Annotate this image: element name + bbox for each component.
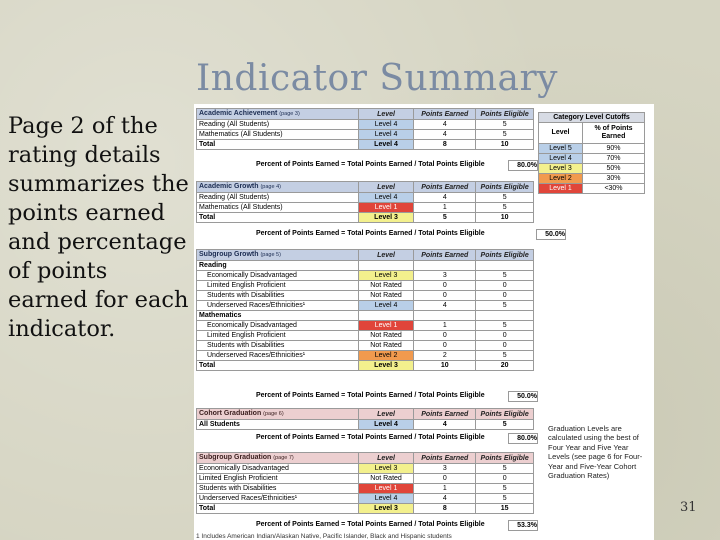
percent-value: 53.3% xyxy=(508,520,538,531)
table-row: Reading (All Students) Level 4 4 5 xyxy=(197,120,534,130)
level-badge: Level 2 xyxy=(539,174,583,184)
table-header: Subgroup Growth (page 5) Level Points Earned Points Eligible xyxy=(197,250,534,261)
level-badge: Not Rated xyxy=(358,291,413,301)
subgroup-growth-table xyxy=(196,249,534,371)
table-row: Economically Disadvantaged Level 3 3 5 xyxy=(197,271,534,281)
table-row: Economically Disadvantaged Level 3 3 5 xyxy=(197,464,534,474)
level-badge: Not Rated xyxy=(358,341,413,351)
percent-value: 50.0% xyxy=(536,229,566,240)
level-badge: Level 4 xyxy=(358,130,413,140)
level-badge: Level 3 xyxy=(358,213,413,223)
level-badge: Level 3 xyxy=(358,361,413,371)
percent-row: Percent of Points Earned = Total Points Earned / Total Points Eligible 50.0% xyxy=(256,230,565,238)
section-title: Academic Growth (page 4) xyxy=(197,182,359,193)
level-badge: Level 4 xyxy=(358,140,413,150)
table-row: Level 5 90% xyxy=(539,144,645,154)
table-row: Underserved Races/Ethnicities¹ Level 4 4 5 xyxy=(197,494,534,504)
table-row: Limited English Proficient Not Rated 0 0 xyxy=(197,474,534,484)
table-row: Level 4 70% xyxy=(539,154,645,164)
level-badge: Level 4 xyxy=(358,120,413,130)
table-row: Students with Disabilities Not Rated 0 0 xyxy=(197,341,534,351)
academic-achievement-table xyxy=(196,108,534,150)
level-badge: Level 2 xyxy=(358,351,413,361)
footnote: 1 Includes American Indian/Alaskan Native, Pacific Islander, Black and Hispanic students xyxy=(196,533,452,540)
total-row: Total Level 3 8 15 xyxy=(197,504,534,514)
level-badge: Not Rated xyxy=(358,474,413,484)
total-row: Total Level 3 5 10 xyxy=(197,213,534,223)
table-header: Cohort Graduation (page 6) Level Points Earned Points Eligible xyxy=(197,409,534,420)
eligible-header: Points Eligible xyxy=(476,109,534,120)
slide-body-text: Page 2 of the rating details summarizes the points earned and percentage of points earned for each indicator. xyxy=(8,113,189,342)
percent-row: Percent of Points Earned = Total Points Earned / Total Points Eligible 80.0% xyxy=(256,161,537,169)
table-row: Mathematics (All Students) Level 4 4 5 xyxy=(197,130,534,140)
table-header: Academic Growth (page 4) Level Points Earned Points Eligible xyxy=(197,182,534,193)
academic-growth-table xyxy=(196,181,534,223)
level-badge: Level 4 xyxy=(358,301,413,311)
table-row: Level 1 <30% xyxy=(539,184,645,194)
rating-details-sheet xyxy=(194,104,654,540)
total-row: Total Level 3 10 20 xyxy=(197,361,534,371)
table-header: Subgroup Graduation (page 7) Level Points Earned Points Eligible xyxy=(197,453,534,464)
total-row: Total Level 4 8 10 xyxy=(197,140,534,150)
level-badge: Level 5 xyxy=(539,144,583,154)
cutoffs-title: Category Level Cutoffs xyxy=(539,113,645,123)
level-badge: Level 3 xyxy=(539,164,583,174)
table-row: Economically Disadvantaged Level 1 1 5 xyxy=(197,321,534,331)
percent-row: Percent of Points Earned = Total Points Earned / Total Points Eligible 53.3% xyxy=(256,521,537,529)
section-title: Subgroup Graduation (page 7) xyxy=(197,453,359,464)
table-row: Level 3 50% xyxy=(539,164,645,174)
section-title: Cohort Graduation (page 6) xyxy=(197,409,359,420)
earned-header: Points Earned xyxy=(414,109,476,120)
category-level-cutoffs-table xyxy=(538,112,645,194)
table-header xyxy=(197,109,534,120)
table-header xyxy=(539,113,645,123)
page-number: 31 xyxy=(680,500,697,515)
section-title: Academic Achievement (page 3) xyxy=(197,109,359,120)
subgroup-graduation-table xyxy=(196,452,534,514)
level-badge: Not Rated xyxy=(358,281,413,291)
table-row: Level 2 30% xyxy=(539,174,645,184)
level-badge: Level 3 xyxy=(358,464,413,474)
subsection-row: Mathematics xyxy=(197,311,534,321)
slide-title: Indicator Summary xyxy=(196,58,559,99)
percent-value: 50.0% xyxy=(508,391,538,402)
level-badge: Level 1 xyxy=(358,203,413,213)
level-badge: Level 4 xyxy=(358,420,413,430)
table-row: Limited English Proficient Not Rated 0 0 xyxy=(197,281,534,291)
cohort-graduation-table xyxy=(196,408,534,430)
table-row: All Students Level 4 4 5 xyxy=(197,420,534,430)
table-row: Underserved Races/Ethnicities¹ Level 4 4 5 xyxy=(197,301,534,311)
level-badge: Level 1 xyxy=(539,184,583,194)
level-badge: Level 4 xyxy=(358,193,413,203)
subsection-row: Reading xyxy=(197,261,534,271)
graduation-levels-note: Graduation Levels are calculated using the best of Four Year and Five Year Levels (see page 6 for Four-Year and Five-Year Cohort Graduation Rates) xyxy=(548,424,643,481)
table-row: Mathematics (All Students) Level 1 1 5 xyxy=(197,203,534,213)
level-badge: Level 4 xyxy=(358,494,413,504)
table-row: Limited English Proficient Not Rated 0 0 xyxy=(197,331,534,341)
percent-value: 80.0% xyxy=(508,160,538,171)
table-row: Students with Disabilities Level 1 1 5 xyxy=(197,484,534,494)
level-badge: Level 4 xyxy=(539,154,583,164)
level-badge: Not Rated xyxy=(358,331,413,341)
level-badge: Level 3 xyxy=(358,504,413,514)
table-row: Underserved Races/Ethnicities¹ Level 2 2 5 xyxy=(197,351,534,361)
level-badge: Level 3 xyxy=(358,271,413,281)
level-badge: Level 1 xyxy=(358,484,413,494)
table-row: Students with Disabilities Not Rated 0 0 xyxy=(197,291,534,301)
level-header: Level xyxy=(358,109,413,120)
table-row: Reading (All Students) Level 4 4 5 xyxy=(197,193,534,203)
table-header: Level % of Points Earned xyxy=(539,123,645,144)
percent-value: 80.0% xyxy=(508,433,538,444)
section-title: Subgroup Growth (page 5) xyxy=(197,250,359,261)
percent-row: Percent of Points Earned = Total Points Earned / Total Points Eligible 50.0% xyxy=(256,392,537,400)
percent-row: Percent of Points Earned = Total Points Earned / Total Points Eligible 80.0% xyxy=(256,434,537,442)
level-badge: Level 1 xyxy=(358,321,413,331)
